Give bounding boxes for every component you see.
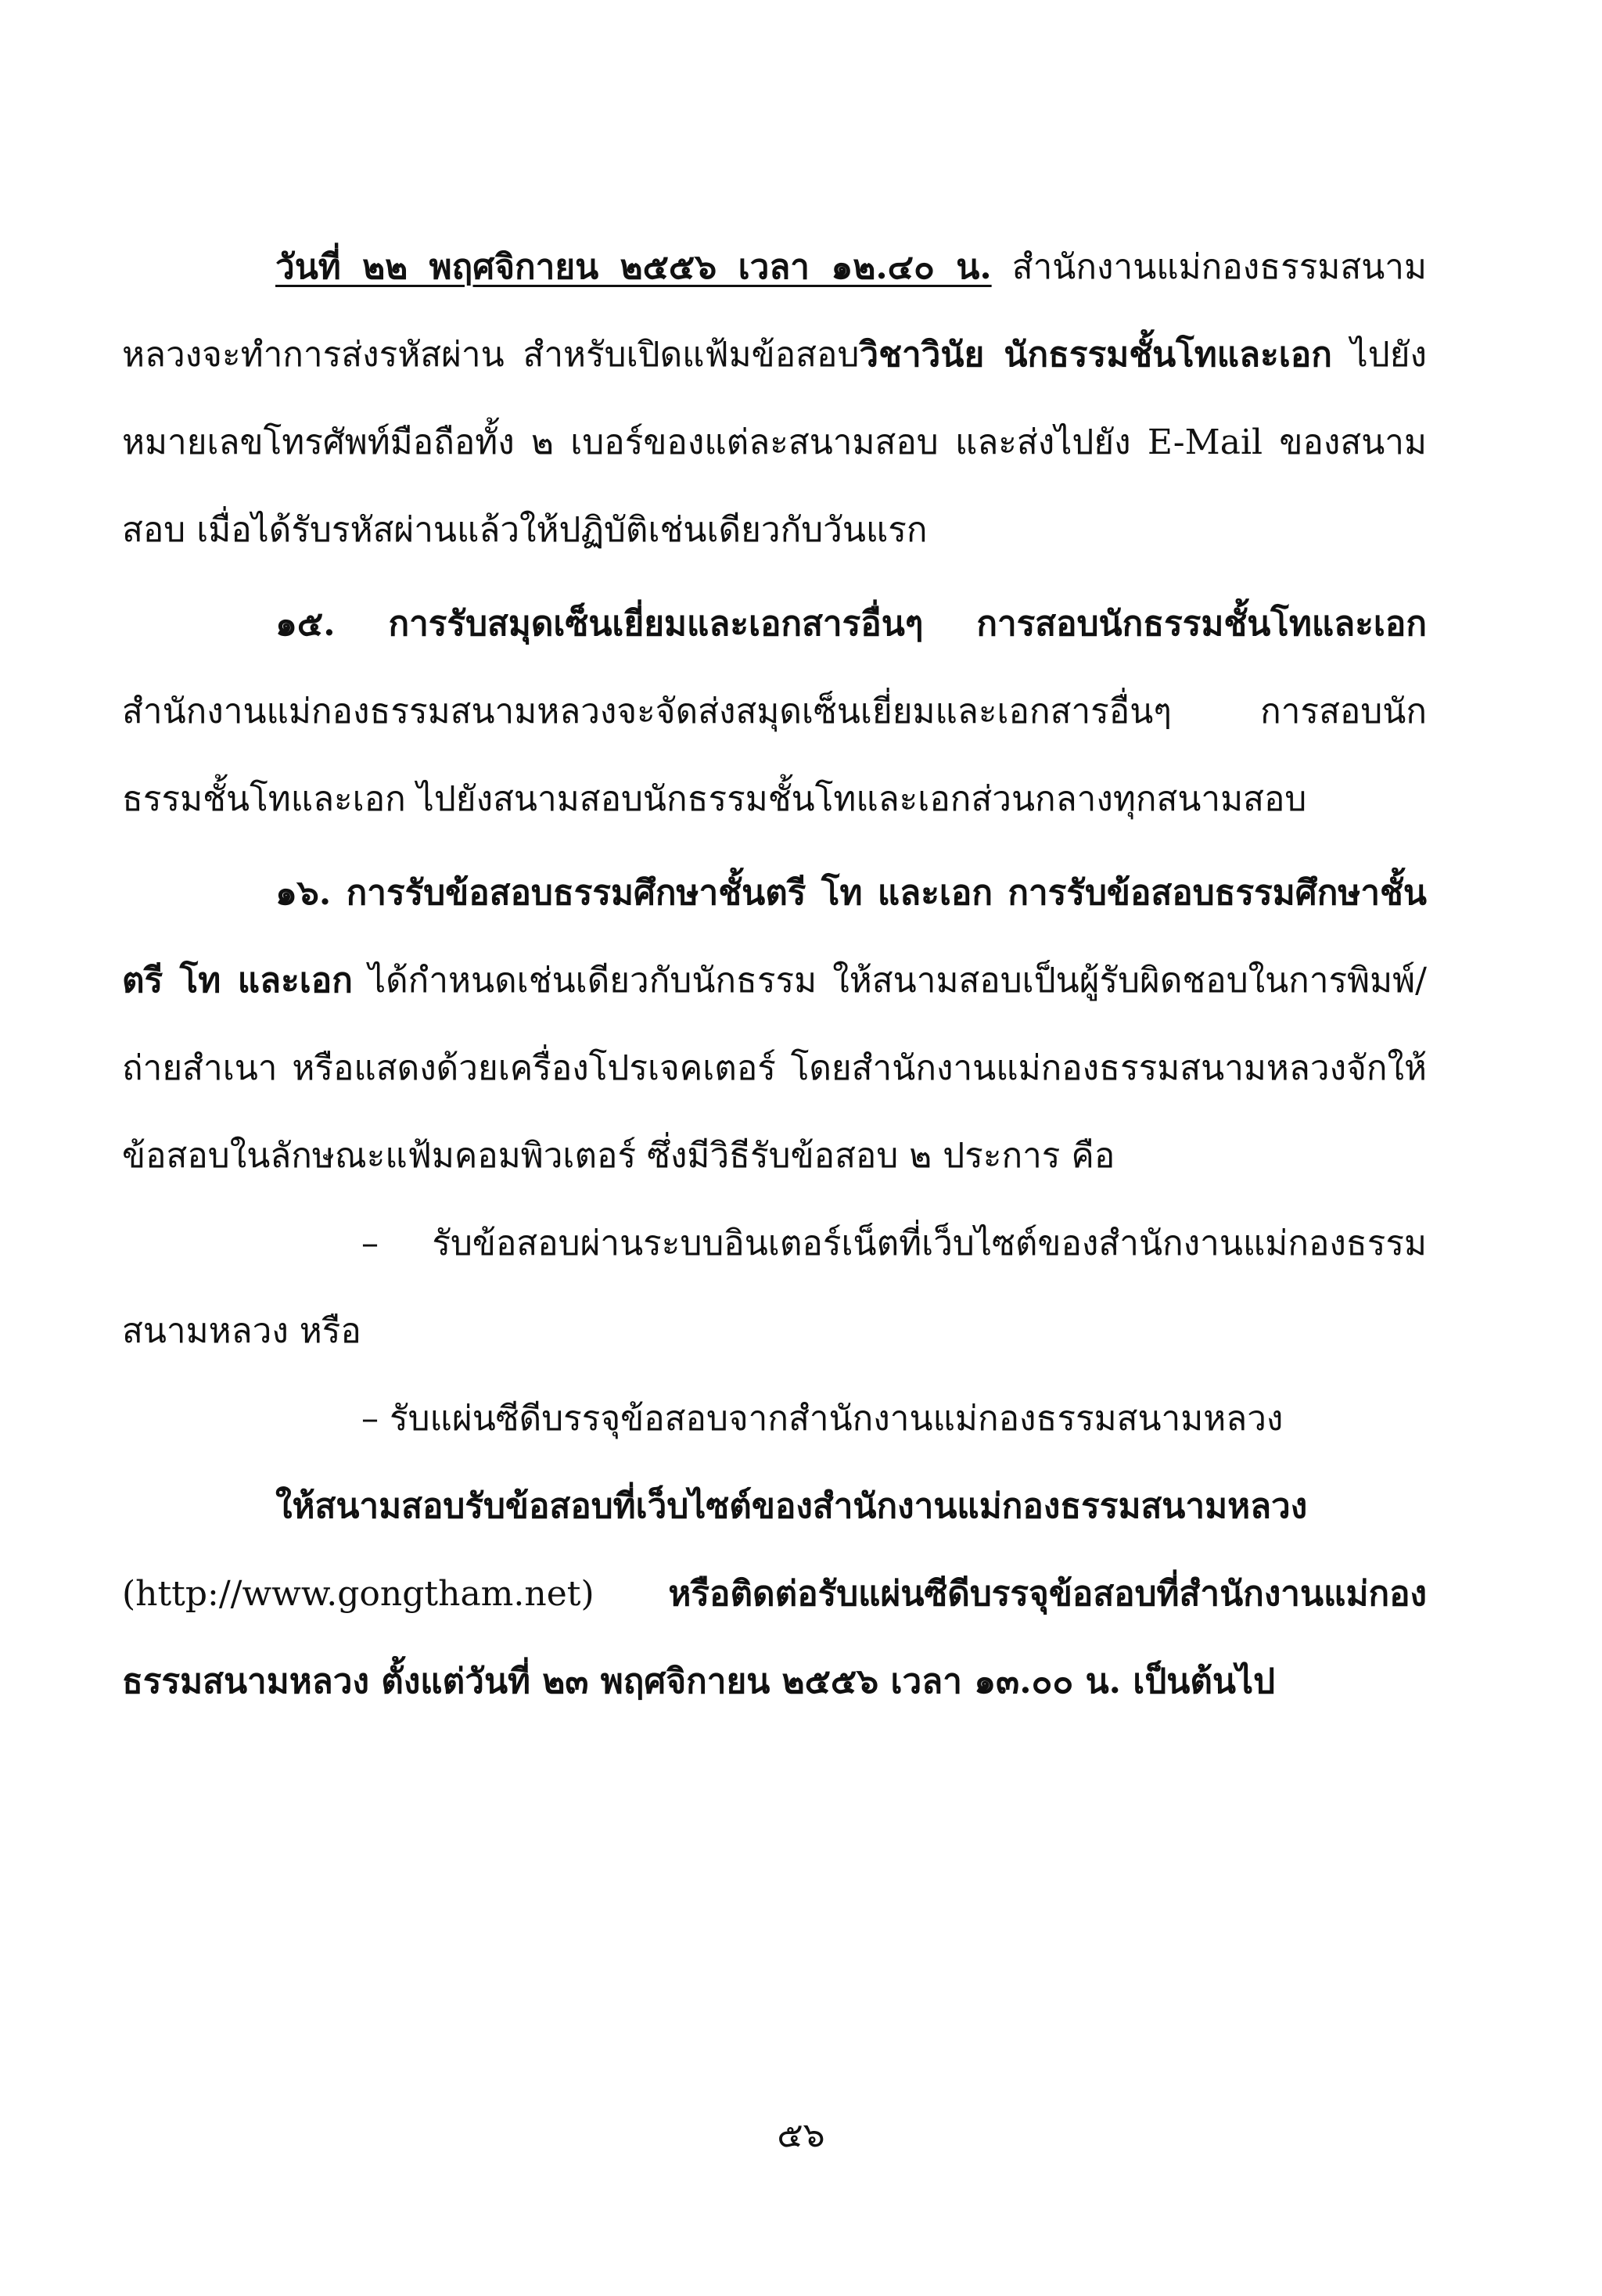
paragraph-text: สำนักงานแม่กองธรรมสนามหลวงจะจัดส่งสมุดเซ็นเยี่ยมและเอกสารอื่นๆ การสอบนักธรรมชั้นโทและเอก ไปยังสนามสอบนักธรรมชั้นโทและเอกส่วนกลางทุกสนามสอบ bbox=[122, 692, 1427, 819]
bullet-item: – รับแผ่นซีดีบรรจุข้อสอบจากสำนักงานแม่กองธรรมสนามหลวง bbox=[361, 1399, 1284, 1439]
document-body bbox=[122, 224, 1427, 1726]
date-time-heading: วันที่ ๒๒ พฤศจิกายน ๒๕๕๖ เวลา ๑๒.๔๐ น. bbox=[275, 247, 992, 287]
paragraph-text: ไปยังหมายเลขโทรศัพท์มือถือทั้ง ๒ เบอร์ของแต่ละสนามสอบ และส่งไปยัง E-Mail ของสนามสอบ เมื่อได้รับรหัสผ่านแล้วให้ปฏิบัติเช่นเดียวกับวันแรก bbox=[122, 335, 1427, 550]
paragraph-text: สำนักงานแม่กองธรรมสนามหลวงจะทำการส่งรหัสผ่าน สำหรับเปิดแฟ้มข้อสอบ bbox=[122, 247, 1427, 375]
paragraph-section-16 bbox=[122, 850, 1427, 1200]
instruction-emphasis: หรือติดต่อรับแผ่นซีดีบรรจุข้อสอบที่สำนักงานแม่กองธรรมสนามหลวง ตั้งแต่วันที่ ๒๓ พฤศจิกายน ๒๕๕๖ เวลา ๑๓.๐๐ น. เป็นต้นไป bbox=[122, 1574, 1427, 1701]
subject-emphasis: วิชาวินัย นักธรรมชั้นโทและเอก bbox=[859, 335, 1332, 375]
website-url: (http://www.gongtham.net) bbox=[122, 1574, 669, 1614]
paragraph-text: ได้กำหนดเช่นเดียวกับนักธรรม ให้สนามสอบเป็นผู้รับผิดชอบในการพิมพ์/ถ่ายสำเนา หรือแสดงด้วยเครื่องโปรเจคเตอร์ โดยสำนักงานแม่กองธรรมสนามหลวงจักให้ข้อสอบในลักษณะแฟ้มคอมพิวเตอร์ ซึ่งมีวิธีรับข้อสอบ ๒ ประการ คือ bbox=[122, 961, 1427, 1176]
page-number: ๕๖ bbox=[777, 2115, 825, 2155]
bullet-item: – รับข้อสอบผ่านระบบอินเตอร์เน็ตที่เว็บไซต์ของสำนักงานแม่กองธรรมสนามหลวง หรือ bbox=[122, 1223, 1427, 1351]
paragraph-website-instructions bbox=[122, 1463, 1427, 1726]
section-heading: ๑๖. การรับข้อสอบธรรมศึกษาชั้นตรี โท และเอก การรับข้อสอบธรรมศึกษาชั้นตรี โท และเอก bbox=[122, 873, 1427, 1001]
paragraph-section-15 bbox=[122, 580, 1427, 843]
section-heading: ๑๕. การรับสมุดเซ็นเยี่ยมและเอกสารอื่นๆ การสอบนักธรรมชั้นโทและเอก bbox=[275, 604, 1427, 644]
instruction-emphasis: ให้สนามสอบรับข้อสอบที่เว็บไซต์ของสำนักงานแม่กองธรรมสนามหลวง bbox=[275, 1486, 1308, 1526]
paragraph-password-day2 bbox=[122, 224, 1427, 574]
